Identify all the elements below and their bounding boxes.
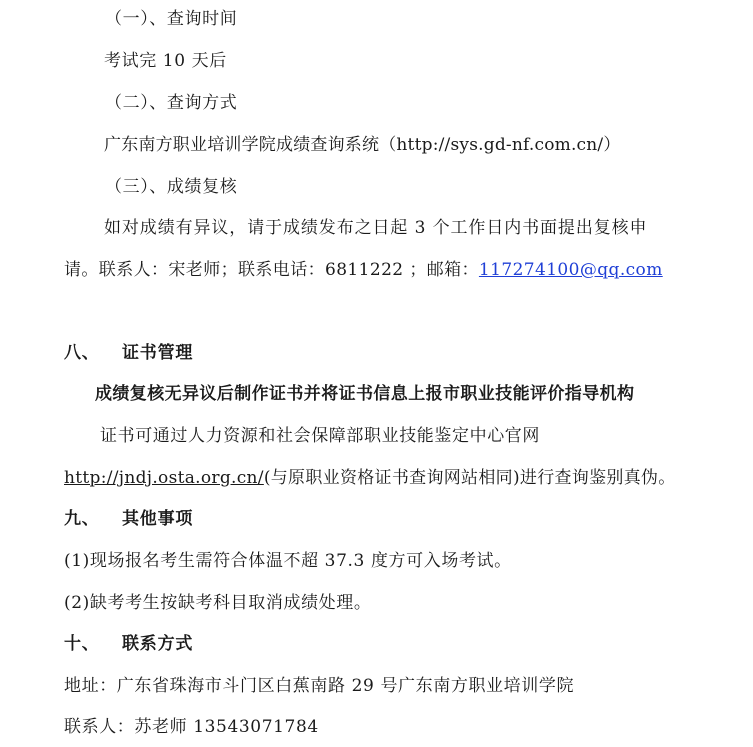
certificate-verify-text: (与原职业资格证书查询网站相同)进行查询鉴别真伪。 — [263, 468, 676, 488]
osta-website-link[interactable]: http://jndj.osta.org.cn/ — [64, 468, 264, 488]
sub-heading-query-time: （一）、查询时间 — [105, 9, 238, 29]
section-eight-heading — [64, 342, 193, 364]
review-email-link[interactable]: 117274100@qq.com — [478, 260, 663, 280]
contact-address: 地址：广东省珠海市斗门区白蕉南路 29 号广东南方职业培训学院 — [64, 676, 575, 696]
section-nine-number: 九、 — [64, 509, 100, 529]
score-review-text-line2 — [64, 259, 663, 281]
section-nine-heading — [64, 508, 193, 530]
certificate-text-line2 — [64, 467, 676, 489]
section-ten-number: 十、 — [64, 634, 100, 654]
other-item-2: (2)缺考考生按缺考科目取消成绩处理。 — [64, 593, 372, 613]
section-eight-number: 八、 — [64, 343, 100, 363]
score-review-contact: 请。联系人：宋老师；联系电话：6811222 ；邮箱： — [64, 260, 479, 280]
query-method-text: 广东南方职业培训学院成绩查询系统（http://sys.gd-nf.com.cn/） — [104, 135, 621, 155]
contact-person: 联系人：苏老师 13543071784 — [64, 717, 319, 737]
certificate-text-line1: 证书可通过人力资源和社会保障部职业技能鉴定中心官网 — [100, 426, 540, 446]
section-eight-title: 证书管理 — [122, 343, 194, 363]
section-ten-heading — [64, 633, 193, 655]
score-review-text-line1: 如对成绩有异议，请于成绩发布之日起 3 个工作日内书面提出复核申 — [104, 218, 648, 238]
section-nine-title: 其他事项 — [122, 509, 194, 529]
certificate-bold-statement: 成绩复核无异议后制作证书并将证书信息上报市职业技能评价指导机构 — [95, 384, 635, 404]
sub-heading-query-method: （二）、查询方式 — [105, 93, 238, 113]
query-time-text: 考试完 10 天后 — [104, 51, 227, 71]
section-ten-title: 联系方式 — [122, 634, 194, 654]
other-item-1: (1)现场报名考生需符合体温不超 37.3 度方可入场考试。 — [64, 551, 512, 571]
sub-heading-score-review: （三）、成绩复核 — [105, 177, 238, 197]
